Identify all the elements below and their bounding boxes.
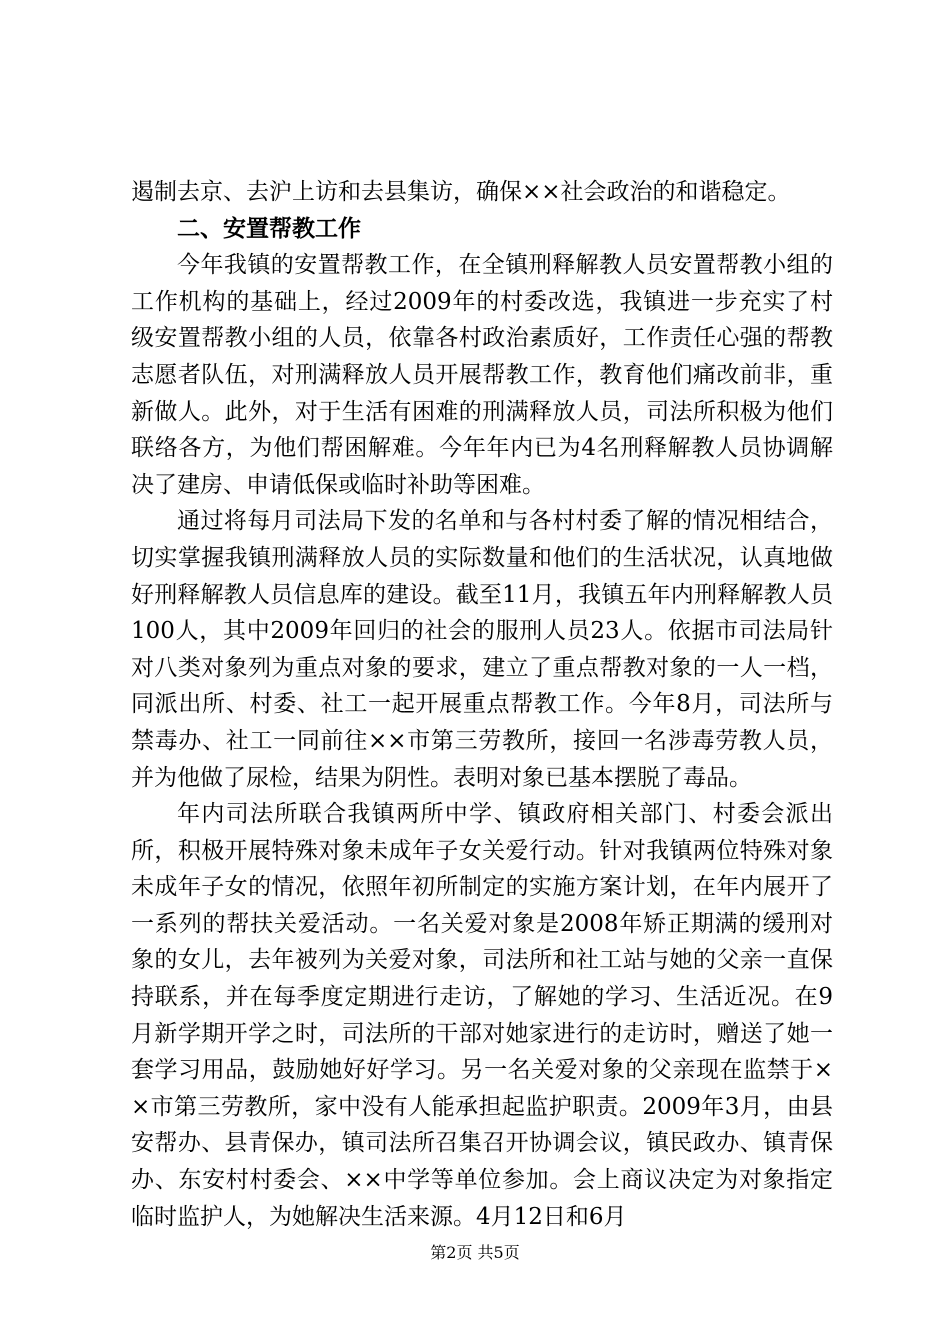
document-body <box>131 174 833 1235</box>
paragraph-care-action: 年内司法所联合我镇两所中学、镇政府相关部门、村委会派出所，积极开展特殊对象未成年子女关爱行动。针对我镇两位特殊对象未成年子女的情况，依照年初所制定的实施方案计划，在年内展开了一系列的帮扶关爱活动。一名关爱对象是2008年矫正期满的缓刑对象的女儿，去年被列为关爱对象，司法所和社工站与她的父亲一直保持联系，并在每季度定期进行走访，了解她的学习、生活近况。在9月新学期开学之时，司法所的干部对她家进行的走访时，赠送了她一套学习用品，鼓励她好好学习。另一名关爱对象的父亲现在监禁于××市第三劳教所，家中没有人能承担起监护职责。2009年3月，由县安帮办、县青保办，镇司法所召集召开协调会议，镇民政办、镇青保办、东安村村委会、××中学等单位参加。会上商议决定为对象指定临时监护人，为她解决生活来源。4月12日和6月 <box>131 801 833 1230</box>
paragraph-resettlement: 今年我镇的安置帮教工作，在全镇刑释解教人员安置帮教小组的工作机构的基础上，经过2009年的村委改选，我镇进一步充实了村级安置帮教小组的人员，依靠各村政治素质好，工作责任心强的帮教志愿者队伍，对刑满释放人员开展帮教工作，教育他们痛改前非，重新做人。此外，对于生活有困难的刑满释放人员，司法所积极为他们联络各方，为他们帮困解难。今年年内已为4名刑释解教人员协调解决了建房、申请低保或临时补助等困难。 <box>131 252 833 498</box>
page-footer: 第2页 共5页 <box>430 1243 520 1262</box>
section-heading: 二、安置帮教工作 <box>177 215 361 242</box>
paragraph-information-database: 通过将每月司法局下发的名单和与各村村委了解的情况相结合，切实掌握我镇刑满释放人员的实际数量和他们的生活状况，认真地做好刑释解教人员信息库的建设。截至11月，我镇五年内刑释解教人员100人，其中2009年回归的社会的服刑人员23人。依据市司法局针对八类对象列为重点对象的要求，建立了重点帮教对象的一人一档，同派出所、村委、社工一起开展重点帮教工作。今年8月，司法所与禁毒办、社工一同前往××市第三劳教所，接回一名涉毒劳教人员，并为他做了尿检，结果为阴性。表明对象已基本摆脱了毒品。 <box>131 508 833 791</box>
paragraph-continuation: 遏制去京、去沪上访和去县集访，确保××社会政治的和谐稳定。 <box>131 179 791 205</box>
